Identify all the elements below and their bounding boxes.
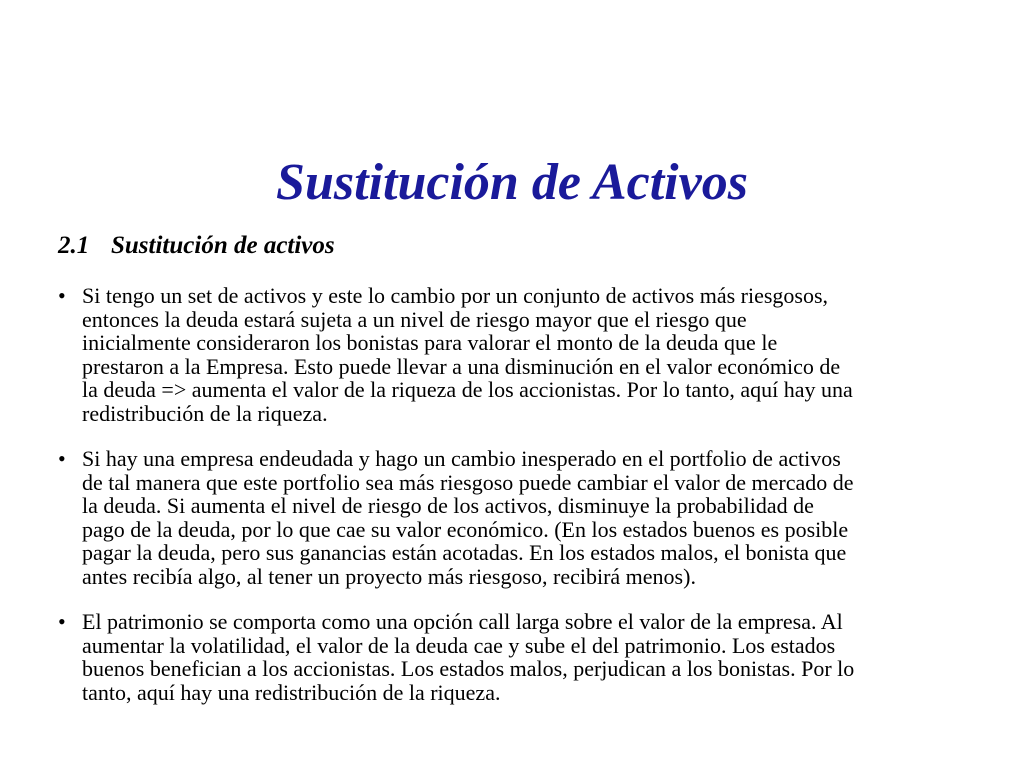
bullet-line: pagar la deuda, pero sus ganancias están acotadas. En los estados malos, el bonista que [82, 540, 847, 565]
section-number: 2.1 [58, 232, 90, 259]
section-title: Sustitución de activos [111, 232, 335, 259]
bullet-line: inicialmente consideraron los bonistas para valorar el monto de la deuda que le [82, 330, 778, 355]
bullet-dot: • [58, 283, 66, 308]
bullet-line: buenos benefician a los accionistas. Los estados malos, perjudican a los bonistas. Por lo [82, 656, 855, 681]
bullet-line: Si tengo un set de activos y este lo cambio por un conjunto de activos más riesgosos, [82, 283, 829, 308]
slide-title: Sustitución de Activos [276, 154, 748, 211]
bullet-line: la deuda. Si aumenta el nivel de riesgo de los activos, disminuye la probabilidad de [82, 493, 814, 518]
section-heading [58, 230, 335, 262]
bullet-dot: • [58, 446, 66, 471]
bullet-item [58, 610, 998, 704]
bullet-line: entonces la deuda estará sujeta a un nivel de riesgo mayor que el riesgo que [82, 306, 747, 332]
bullet-item [58, 447, 998, 588]
bullet-line: redistribución de la riqueza. [82, 400, 328, 426]
bullet-line: antes recibía algo, al tener un proyecto más riesgoso, recibirá menos). [82, 563, 696, 589]
bullet-item [58, 284, 998, 425]
bullet-line: El patrimonio se comporta como una opción call larga sobre el valor de la empresa. Al [82, 609, 843, 634]
bullet-line: Si hay una empresa endeudada y hago un cambio inesperado en el portfolio de activos [82, 446, 841, 471]
bullet-line: tanto, aquí hay una redistribución de la riqueza. [82, 679, 501, 705]
bullet-line: la deuda => aumenta el valor de la riqueza de los accionistas. Por lo tanto, aquí hay una [82, 377, 853, 402]
bullet-dot: • [58, 609, 66, 634]
bullet-line: de tal manera que este portfolio sea más riesgoso puede cambiar el valor de mercado de [82, 469, 854, 495]
bullet-line: pago de la deuda, por lo que cae su valor económico. (En los estados buenos es posible [82, 516, 849, 542]
bullet-line: prestaron a la Empresa. Esto puede llevar a una disminución en el valor económico de [82, 353, 841, 379]
bullet-list [58, 284, 998, 726]
bullet-line: aumentar la volatilidad, el valor de la deuda cae y sube el del patrimonio. Los estados [82, 632, 836, 658]
